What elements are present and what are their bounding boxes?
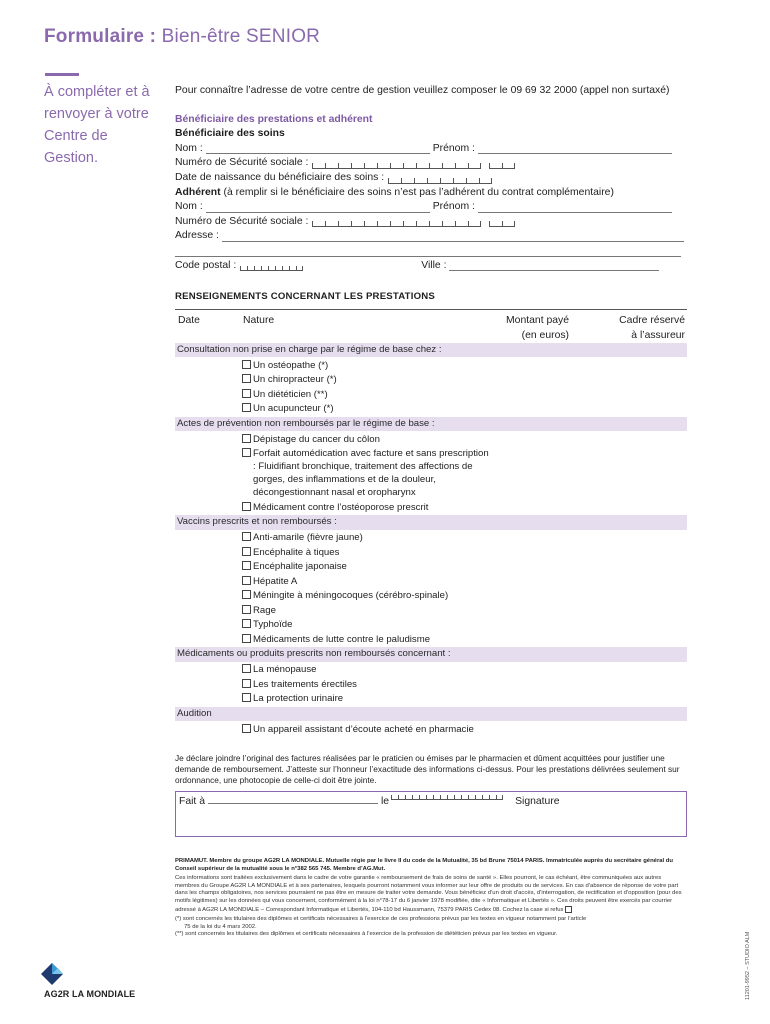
adresse-field-line-2[interactable] <box>175 248 681 257</box>
prestation-item <box>175 663 687 676</box>
prestation-label: Encéphalite japonaise <box>253 561 347 573</box>
le-label: le <box>381 795 390 807</box>
prestation-label: Encéphalite à tiques <box>253 546 340 558</box>
prestation-item <box>175 388 687 401</box>
beneficiary-section-title: Bénéficiaire des prestations et adhérent <box>175 113 373 125</box>
col-nature: Nature <box>243 314 275 326</box>
checkbox[interactable] <box>242 502 251 511</box>
naissance-label: Date de naissance du bénéficiaire des soins : <box>175 171 385 183</box>
prestation-label: Un chiropracteur (*) <box>253 374 337 386</box>
prestation-label: La protection urinaire <box>253 693 344 705</box>
prestation-item <box>175 589 687 602</box>
checkbox[interactable] <box>242 634 251 643</box>
signature-box <box>175 791 687 837</box>
checkbox[interactable] <box>242 434 251 443</box>
prenom-label: Prénom : <box>432 201 475 213</box>
adresse-label: Adresse : <box>175 230 219 242</box>
checkbox[interactable] <box>242 360 251 369</box>
prestation-item <box>175 678 687 691</box>
beneficiary-secu-field[interactable] <box>312 163 481 169</box>
checkbox[interactable] <box>242 374 251 383</box>
prestation-item <box>175 560 687 573</box>
legal-company: PRIMAMUT. Membre du groupe AG2R LA MONDIALE. Mutuelle régie par le livre II du code de la Mutualité, 35 bd Brune 75014 PARIS. Immatriculée auprès du secrétaire général du Conseil supérieur de la mutualité sous le n°382 565 745. Membre d’AG.Mut. <box>175 858 673 872</box>
prestation-item <box>175 604 687 617</box>
prestation-label: Médicaments de lutte contre le paludisme <box>253 633 431 645</box>
sidebar-instruction: À compléter et à renvoyer à votre Centre de Gestion. <box>44 84 150 166</box>
checkbox[interactable] <box>242 605 251 614</box>
ag2r-logo-text: AG2R LA MONDIALE <box>44 989 136 999</box>
checkbox[interactable] <box>242 619 251 628</box>
nom-label: Nom : <box>175 201 203 213</box>
footnote-1: (*) sont concernés les titulaires des diplômes et certificats nécessaires à l’exercice de ces professions prévus par les textes en vigueur notamment par l’article <box>175 916 587 923</box>
checkbox[interactable] <box>242 724 251 733</box>
checkbox[interactable] <box>242 590 251 599</box>
adherent-nom-field[interactable] <box>206 204 430 213</box>
prestation-item <box>175 575 687 588</box>
soins-title: Bénéficiaire des soins <box>175 128 285 140</box>
reference-code: 11201-9952 – STUDIO ALM <box>745 931 751 1000</box>
prestation-label: Un ostéopathe (*) <box>253 359 329 371</box>
adherent-secu-key-field[interactable] <box>489 221 515 227</box>
checkbox[interactable] <box>242 679 251 688</box>
col-date: Date <box>178 314 200 326</box>
checkbox[interactable] <box>242 547 251 556</box>
prestation-label: Les traitements érectiles <box>253 678 357 690</box>
intro-text: Pour connaître l’adresse de votre centre de gestion veuillez composer le 09 69 32 2000 (appel non surtaxé) <box>175 85 670 96</box>
category-band: Actes de prévention non remboursés par le régime de base : <box>175 417 687 432</box>
prestation-label: Rage <box>253 604 276 616</box>
prestation-label: Méningite à méningocoques (cérébro-spinale) <box>253 590 449 602</box>
page-title: Formulaire : Bien-être SENIOR <box>44 26 321 47</box>
prestation-label: Forfait automédication avec facture et sans prescription : Fluidifiant bronchique, traitement des affections de gorges, des inflammations et de la douleur, décongestionnant nasal et oropharynx <box>253 448 489 499</box>
legal-privacy: Ces informations sont traitées exclusivement dans le cadre de votre garantie « remboursement de frais de soins de santé ». Elles pourront, le cas échéant, être communiquées aux autres membres du Groupe AG2R LA MONDIALE et à ses partenaires, lesquels pourront notamment vous informer sur leur offre de produits ou de services. En cas d’absence de réponse de votre part dans les champs obligatoires, nos services pourraient ne pas être en mesure de traiter votre demande. Vous bénéficiez d’un droit d’accès, d’interrogation, de rectification et d’opposition (pour des motifs légitimes) sur les données qui vous concernent, conformément à la loi n°78-17 du 6 janvier 1978 modifiée, dite « Informatique et Libertés ». Ces droits peuvent être exercés par courrier adressé à AG2R LA MONDIALE – Correspondant Informatique et Libertés, 104-110 bd Haussmann, 75379 PARIS Cedex 08. Cochez la case si refus <box>175 875 682 913</box>
prestation-item <box>175 723 687 736</box>
code-postal-label: Code postal : <box>175 259 237 271</box>
category-band: Médicaments ou produits prescrits non remboursés concernant : <box>175 647 687 662</box>
checkbox[interactable] <box>242 664 251 673</box>
prestation-label: Hépatite A <box>253 575 298 587</box>
birthdate-field[interactable] <box>388 178 492 184</box>
category-band: Vaccins prescrits et non remboursés : <box>175 515 687 530</box>
sidebar-rule <box>45 73 79 76</box>
prestation-label: Anti-amarile (fièvre jaune) <box>253 532 363 544</box>
code-postal-field[interactable] <box>240 266 303 271</box>
checkbox[interactable] <box>242 693 251 702</box>
adresse-field[interactable] <box>222 233 684 242</box>
legal-notice <box>175 858 687 939</box>
prestations-title: RENSEIGNEMENTS CONCERNANT LES PRESTATIONS <box>175 291 435 303</box>
ville-field[interactable] <box>449 262 659 271</box>
adherent-secu-row <box>175 215 687 230</box>
prestation-label: La ménopause <box>253 664 317 676</box>
prestation-label: Typhoïde <box>253 619 293 631</box>
prestation-item <box>175 692 687 705</box>
signature-label: Signature <box>515 795 560 807</box>
secu-label: Numéro de Sécurité sociale : <box>175 157 309 169</box>
col-montant: Montant payé (en euros) <box>506 314 569 341</box>
beneficiary-secu-row <box>175 156 687 171</box>
beneficiary-name-row <box>175 142 687 157</box>
table-header <box>175 309 687 343</box>
adherent-name-row <box>175 200 687 215</box>
nom-label: Nom : <box>175 142 203 154</box>
date-field[interactable] <box>391 795 503 800</box>
declaration-text: Je déclare joindre l’original des factures réalisées par le praticien ou émises par le pharmacien et dûment acquittées pour justifier une demande de remboursement. J’atteste sur l’honneur l’exactitude des informations ci-dessus. Pour les prestations délivrées seulement sur ordonnance, une photocopie de celle-ci doit être jointe. <box>175 752 680 785</box>
prestation-item <box>175 359 687 372</box>
prestation-label: Un diététicien (**) <box>253 388 328 400</box>
prenom-label: Prénom : <box>432 142 475 154</box>
beneficiary-prenom-field[interactable] <box>478 145 672 154</box>
footnote-2: (**) sont concernés les titulaires des diplômes et certificats nécessaires à l’exercice de la profession de diététicien prévus par les textes en vigueur. <box>175 931 558 938</box>
category-band: Audition <box>175 707 687 722</box>
ville-label: Ville : <box>421 259 447 271</box>
checkbox[interactable] <box>242 561 251 570</box>
prestation-item <box>175 402 687 415</box>
refus-checkbox[interactable] <box>565 906 572 913</box>
secu-label: Numéro de Sécurité sociale : <box>175 215 309 227</box>
prestation-item <box>175 501 687 514</box>
prestation-label: Dépistage du cancer du côlon <box>253 433 380 445</box>
ag2r-logo-icon <box>40 962 64 991</box>
prestation-item <box>175 546 687 559</box>
prestation-item <box>175 373 687 386</box>
checkbox[interactable] <box>242 576 251 585</box>
beneficiary-nom-field[interactable] <box>206 145 430 154</box>
birthdate-row <box>175 171 687 186</box>
footnote-1-cont: 75 de la loi du 4 mars 2002. <box>184 923 257 930</box>
checkbox[interactable] <box>242 389 251 398</box>
prestation-item <box>175 618 687 631</box>
col-cadre: Cadre réservé à l’assureur <box>619 314 685 341</box>
prestation-item <box>175 531 687 544</box>
adherent-heading: Adhérent (à remplir si le bénéficiaire des soins n’est pas l’adhérent du contrat complémentaire) <box>175 186 614 198</box>
adresse-row-2 <box>175 244 687 259</box>
category-band: Consultation non prise en charge par le régime de base chez : <box>175 343 687 358</box>
checkbox[interactable] <box>242 448 251 457</box>
fait-a-field[interactable] <box>208 795 378 804</box>
prestation-item <box>175 633 687 646</box>
fait-label: Fait à <box>179 795 205 807</box>
city-row <box>175 259 687 274</box>
prestation-item <box>175 447 687 499</box>
prestations-groups <box>175 343 687 736</box>
adherent-prenom-field[interactable] <box>478 204 672 213</box>
prestation-label: Un acupuncteur (*) <box>253 403 334 415</box>
form-body <box>175 84 687 837</box>
prestation-label: Un appareil assistant d’écoute acheté en pharmacie <box>253 723 474 735</box>
checkbox[interactable] <box>242 403 251 412</box>
prestation-item <box>175 433 687 446</box>
prestation-label: Médicament contre l’ostéoporose prescrit <box>253 501 429 513</box>
checkbox[interactable] <box>242 532 251 541</box>
beneficiary-secu-key-field[interactable] <box>489 163 515 169</box>
adresse-row <box>175 229 687 244</box>
adherent-secu-field[interactable] <box>312 221 481 227</box>
